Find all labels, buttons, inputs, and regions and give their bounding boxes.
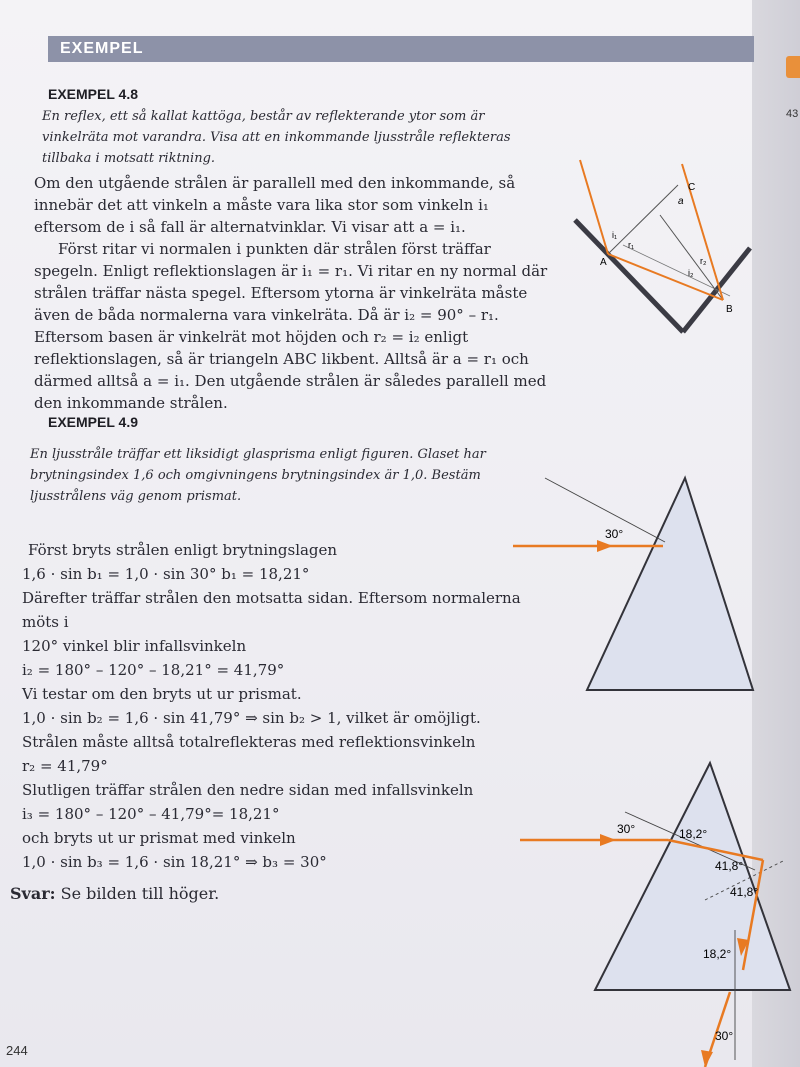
solution-line-7: 1,0 · sin b₂ = 1,6 · sin 41,79° ⇒ sin b₂ > 1, vilket är omöjligt. (22, 709, 481, 727)
page-number: 244 (6, 1043, 28, 1058)
prism-figure-1 (505, 470, 757, 695)
angle-in: 30° (617, 822, 636, 836)
example-4-9-title: EXEMPEL 4.9 (48, 414, 139, 430)
section-header: EXEMPEL (48, 36, 754, 62)
label-i2: i₂ (688, 268, 694, 278)
answer (10, 884, 219, 903)
answer-label: Svar: (10, 884, 56, 903)
chapter-tab (786, 56, 800, 78)
solution-line-3: Därefter träffar strålen den motsatta sidan. Eftersom normalerna möts i (22, 589, 521, 631)
label-i1: i₁ (612, 230, 618, 240)
normal-line (608, 185, 678, 254)
label-B: B (726, 304, 733, 315)
solution-paragraph-2: Först ritar vi normalen i punkten där strålen först träffar spegeln. Enligt reflektionslagen är i₁ = r₁. Vi ritar en ny normal där strålen träffar nästa spegel. Eftersom ytorna är vinkelräta måste även de båda normalerna vara vinkelräta. Då är i₂ = 90° – r₁. Eftersom basen är vinkelrät mot höjden och r₂ = i₂ enligt reflektionslagen, så är triangeln ABC likbent. Alltså är a = r₁ och därmed alltså a = i₁. Den utgående strålen är således parallell med den inkommande strålen. (34, 240, 548, 412)
angle-refr1: 18,2° (679, 827, 708, 841)
prism-1 (587, 478, 753, 690)
example-4-9-solution (22, 538, 562, 874)
angle-tir1: 41,8° (715, 859, 744, 873)
solution-line-5: i₂ = 180° – 120° – 18,21° = 41,79° (22, 661, 285, 679)
label-r2: r₂ (700, 256, 707, 266)
arrow-head-1 (597, 540, 613, 552)
mirror-left (575, 220, 683, 332)
solution-line-11: i₃ = 180° – 120° – 41,79°= 18,21° (22, 805, 280, 823)
solution-line-4: 120° vinkel blir infallsvinkeln (22, 637, 247, 655)
next-page-number: 43 (786, 108, 799, 120)
example-4-9-task: En ljusstråle träffar ett liksidigt glasprisma enligt figuren. Glaset har brytningsindex 1,6 och omgivningens brytningsindex är 1,0. Bestäm ljusstrålens väg genom prismat. (30, 447, 486, 504)
angle-out: 30° (715, 1029, 734, 1043)
solution-paragraph-1: Om den utgående strålen är parallell med den inkommande, så innebär det att vinkeln a måste vara lika stor som vinkeln i₁ eftersom de i så fall är alternatvinklar. Vi visar att a = i₁. (34, 174, 516, 236)
solution-line-13: 1,0 · sin b₃ = 1,6 · sin 18,21° ⇒ b₃ = 30° (22, 853, 327, 871)
label-C: C (688, 182, 696, 193)
angle-label-1: 30° (605, 527, 624, 541)
example-4-8-solution (34, 172, 554, 414)
solution-line-12: och bryts ut ur prismat med vinkeln (22, 829, 296, 847)
solution-line-1: Först bryts strålen enligt brytningslagen (28, 541, 338, 559)
answer-text: Se bilden till höger. (55, 884, 220, 903)
label-r1: r₁ (628, 240, 635, 250)
example-4-8-title: EXEMPEL 4.8 (48, 86, 139, 102)
arrow-head-2 (600, 834, 616, 846)
solution-line-10: Slutligen träffar strålen den nedre sidan med infallsvinkeln (22, 781, 474, 799)
solution-line-6: Vi testar om den bryts ut ur prismat. (22, 685, 302, 703)
label-a: a (678, 196, 684, 207)
angle-tir2: 41,8° (730, 885, 759, 899)
solution-line-9: r₂ = 41,79° (22, 757, 108, 775)
solution-line-2: 1,6 · sin b₁ = 1,0 · sin 30° b₁ = 18,21° (22, 565, 310, 583)
example-4-8-task: En reflex, ett så kallat kattöga, består av reflekterande ytor som är vinkelräta mot varandra. Visa att en inkommande ljusstråle reflekteras tillbaka i motsatt riktning. (42, 109, 511, 166)
label-A: A (600, 257, 607, 268)
solution-line-8: Strålen måste alltså totalreflekteras med reflektionsvinkeln (22, 733, 476, 751)
angle-refr2: 18,2° (703, 947, 732, 961)
prism-figure-2 (515, 760, 800, 1067)
reflector-figure (560, 150, 760, 345)
